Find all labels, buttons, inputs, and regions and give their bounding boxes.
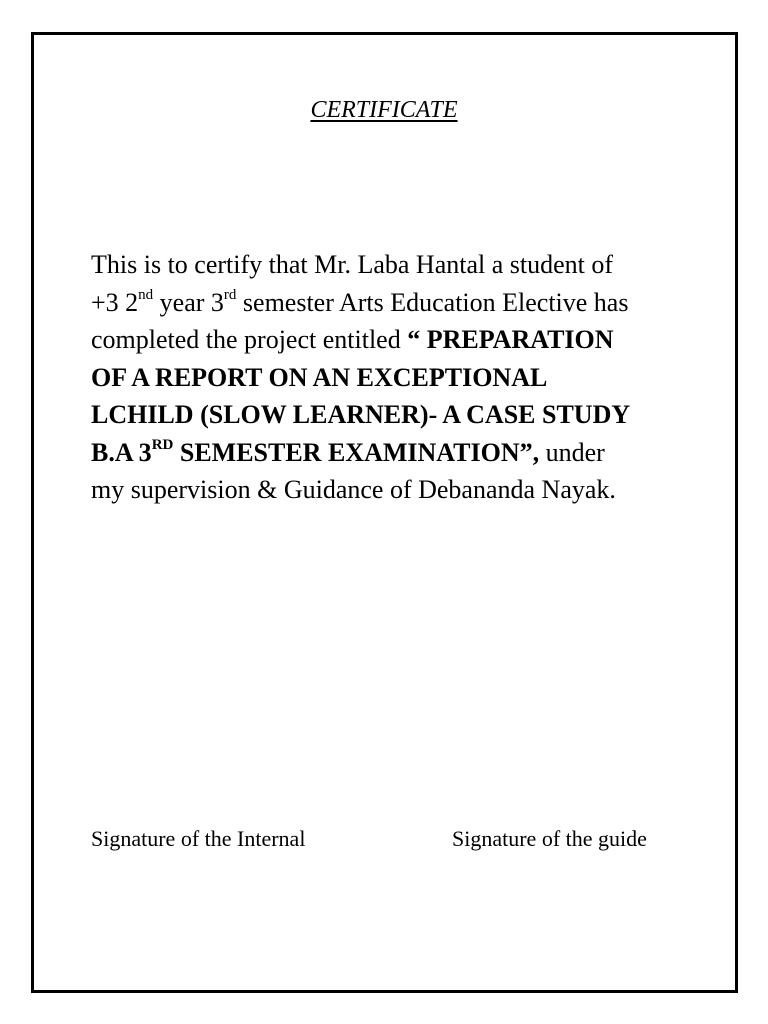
body-line-6-plain: under [539, 437, 605, 467]
project-title-line-3: LCHILD (SLOW LEARNER)- A CASE STUDY [91, 400, 631, 429]
ordinal-suffix-year: nd [138, 286, 154, 303]
project-title-end-post: SEMESTER EXAMINATION”, [173, 437, 540, 467]
project-title-start: “ PREPARATION [407, 325, 614, 354]
body-line-2 [91, 284, 691, 322]
body-line-1: This is to certify that Mr. Laba Hantal a student of [91, 250, 614, 279]
certificate-body [91, 246, 691, 509]
body-line-7: my supervision & Guidance of Debananda Nayak. [91, 475, 616, 504]
body-line-2-post: semester Arts Education Elective has [236, 287, 629, 317]
certificate-title: CERTIFICATE [310, 97, 458, 123]
body-line-2-pre: +3 2 [91, 287, 139, 317]
ordinal-suffix-semester: rd [223, 286, 237, 303]
body-line-2-mid: year 3 [153, 287, 224, 317]
body-line-6 [91, 434, 691, 472]
project-title-line-2: OF A REPORT ON AN EXCEPTIONAL [91, 362, 548, 392]
signature-guide-label: Signature of the guide [452, 826, 647, 851]
project-title-end-pre: B.A 3 [91, 437, 152, 467]
signature-internal-label: Signature of the Internal [91, 826, 306, 851]
ordinal-suffix-rd: RD [151, 436, 174, 453]
body-line-3-plain: completed the project entitled [91, 325, 408, 354]
body-line-3 [91, 321, 691, 359]
